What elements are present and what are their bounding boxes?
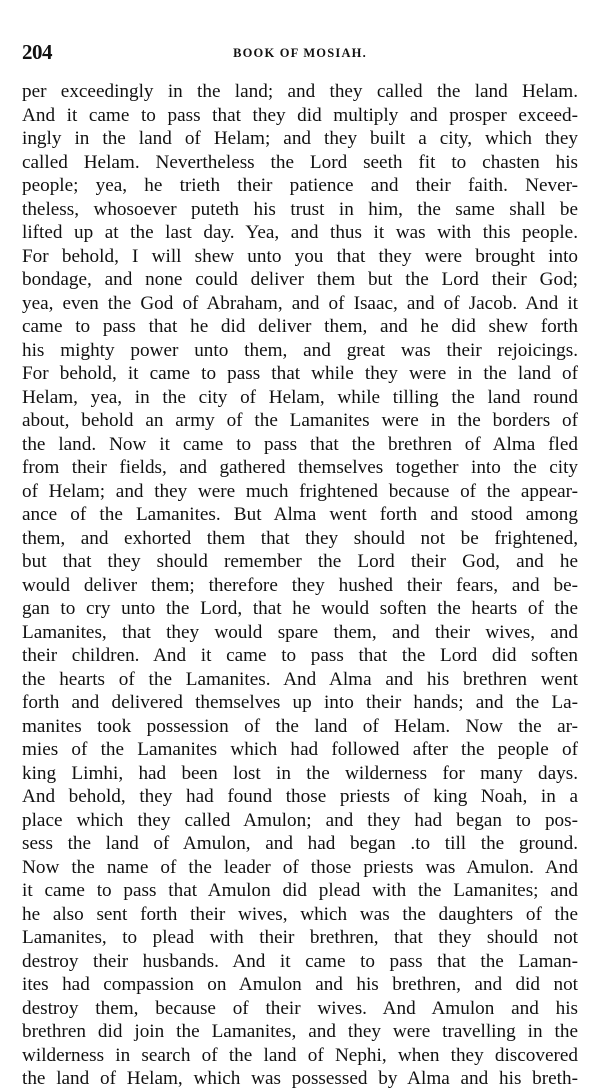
text-line: of Helam; and they were much frightened because of the appear- (22, 480, 578, 502)
text-line: And behold, they had found those priests of king Noah, in a (22, 786, 578, 807)
text-line: place which they called Amulon; and they had began to pos- (22, 809, 578, 831)
text-line: it came to pass that Amulon did plead with the Lamanites; and (22, 880, 578, 901)
text-line: came to pass that he did deliver them, and he did shew forth (22, 316, 578, 337)
text-line: ance of the Lamanites. But Alma went forth and stood among (22, 504, 578, 525)
text-line: he also sent forth their wives, which was the daughters of the (22, 903, 578, 925)
text-line: Helam, yea, in the city of Helam, while tilling the land round (22, 386, 578, 408)
text-line: sess the land of Amulon, and had began .to till the ground. (22, 833, 578, 854)
text-line: them, and exhorted them that they should not be frightened, (22, 527, 578, 549)
text-line: Now the name of the leader of those priests was Amulon. And (22, 856, 578, 878)
text-line: bondage, and none could deliver them but the Lord their God; (22, 269, 578, 290)
text-line: Lamanites, that they would spare them, and their wives, and (22, 621, 578, 643)
text-line: For behold, I will shew unto you that they were brought into (22, 245, 578, 267)
text-line: brethren did join the Lamanites, and they were travelling in the (22, 1021, 578, 1042)
text-line: called Helam. Nevertheless the Lord seeth fit to chasten his (22, 151, 578, 173)
text-line: his mighty power unto them, and great was their rejoicings. (22, 339, 578, 361)
text-line: king Limhi, had been lost in the wilderness for many days. (22, 762, 578, 784)
running-head (22, 40, 578, 64)
text-line: from their fields, and gathered themselves together into the city (22, 457, 578, 478)
text-line: gan to cry unto the Lord, that he would soften the hearts of the (22, 598, 578, 619)
text-line: destroy them, because of their wives. And Amulon and his (22, 997, 578, 1019)
text-line: ingly in the land of Helam; and they built a city, which they (22, 128, 578, 149)
text-line: lifted up at the last day. Yea, and thus it was with this people. (22, 222, 578, 243)
text-line: forth and delivered themselves up into their hands; and the La- (22, 692, 578, 713)
body-text (22, 80, 578, 1091)
text-line: Lamanites, to plead with their brethren, that they should not (22, 927, 578, 948)
text-line: people; yea, he trieth their patience and their faith. Never- (22, 175, 578, 196)
text-line: the hearts of the Lamanites. And Alma and his brethren went (22, 668, 578, 690)
text-line: ites had compassion on Amulon and his brethren, and did not (22, 974, 578, 995)
running-title: BOOK OF MOSIAH. (233, 46, 367, 60)
text-line: And it came to pass that they did multiply and prosper exceed- (22, 104, 578, 126)
text-line: For behold, it came to pass that while they were in the land of (22, 363, 578, 384)
text-line: mies of the Lamanites which had followed after the people of (22, 739, 578, 760)
text-line: per exceedingly in the land; and they called the land Helam. (22, 81, 578, 102)
text-line: destroy their husbands. And it came to pass that the Laman- (22, 950, 578, 972)
text-line: would deliver them; therefore they hushed their fears, and be- (22, 574, 578, 596)
text-line: their children. And it came to pass that the Lord did soften (22, 645, 578, 666)
text-line: the land. Now it came to pass that the brethren of Alma fled (22, 433, 578, 455)
text-line: about, behold an army of the Lamanites were in the borders of (22, 410, 578, 431)
text-line: manites took possession of the land of Helam. Now the ar- (22, 715, 578, 737)
text-line: wilderness in search of the land of Nephi, when they discovered (22, 1044, 578, 1066)
page-number: 204 (22, 40, 52, 64)
text-line: theless, whosoever puteth his trust in him, the same shall be (22, 198, 578, 220)
text-line: the land of Helam, which was possessed by Alma and his breth- (22, 1068, 578, 1089)
text-line: but that they should remember the Lord their God, and he (22, 551, 578, 572)
text-line: yea, even the God of Abraham, and of Isaac, and of Jacob. And it (22, 292, 578, 314)
